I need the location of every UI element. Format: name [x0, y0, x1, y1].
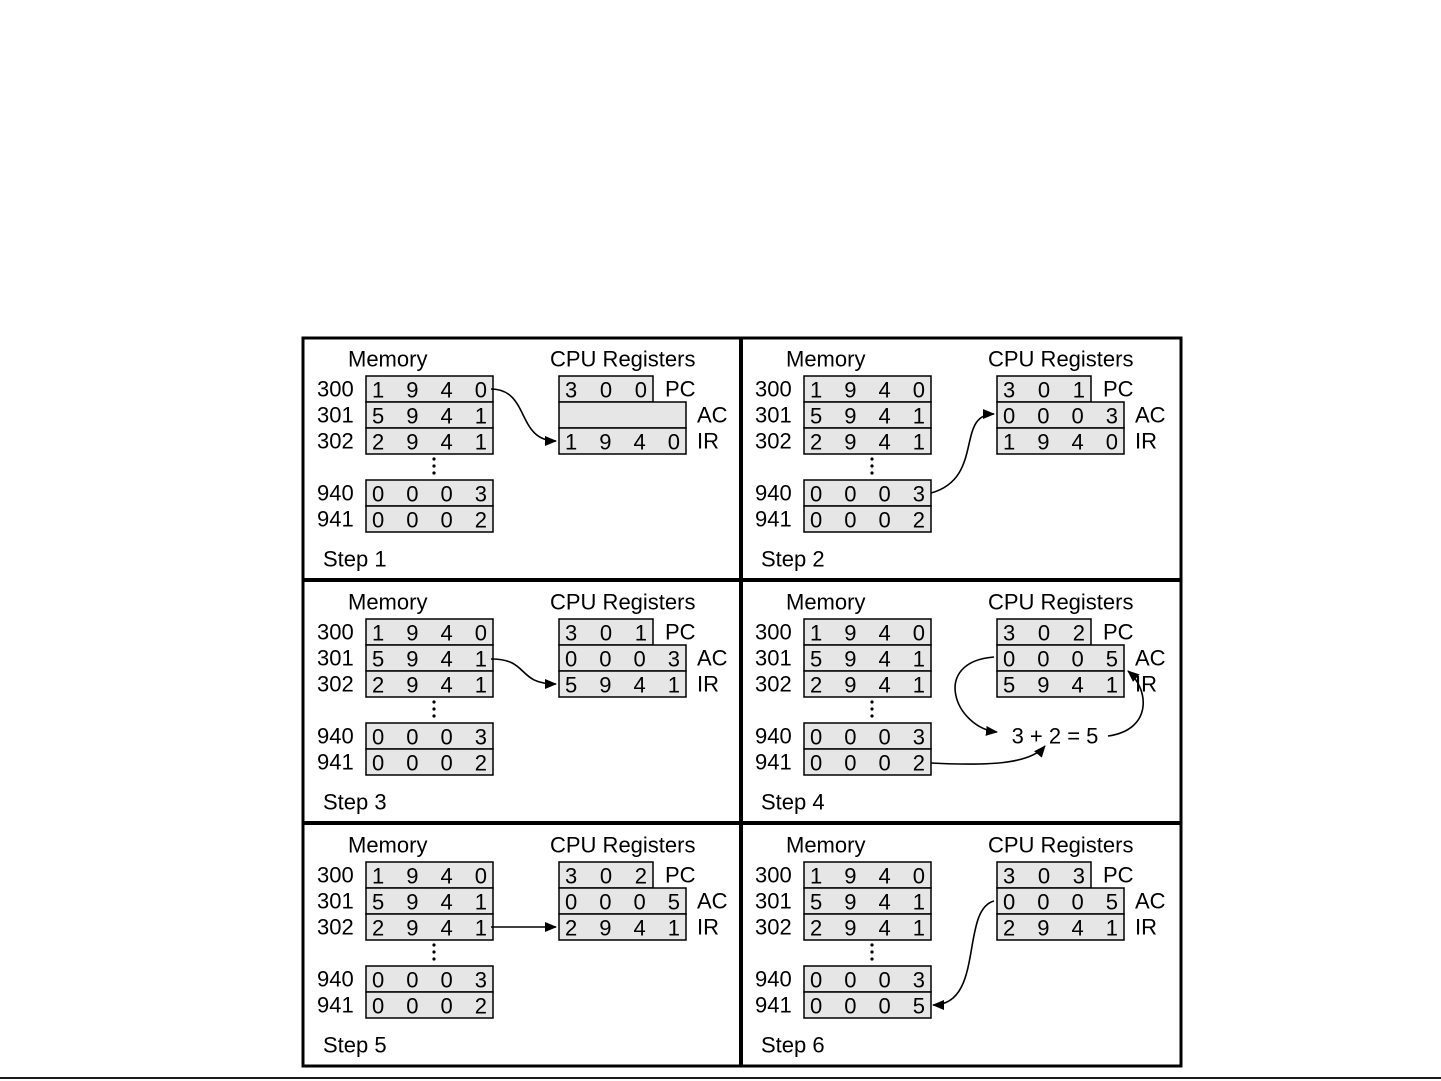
ellipsis-dots	[432, 457, 435, 474]
memory-value: 1 9 4 0	[810, 863, 925, 889]
memory-row-302	[317, 914, 493, 941]
ac-label: AC	[697, 402, 728, 428]
memory-row-302	[317, 428, 493, 455]
memory-row-301	[317, 645, 493, 672]
ac-value: 0 0 0 5	[1003, 889, 1118, 915]
step4-ac-to-alu-arrow	[955, 657, 997, 732]
cpu-registers-heading: CPU Registers	[988, 346, 1134, 372]
ellipsis-dot	[870, 707, 873, 710]
ir-register	[559, 428, 719, 455]
memory-value: 1 9 4 0	[372, 620, 487, 646]
memory-address: 301	[755, 888, 792, 914]
ellipsis-dot	[432, 457, 435, 460]
ellipsis-dot	[432, 700, 435, 703]
memory-value: 2 9 4 1	[810, 672, 925, 698]
memory-address: 301	[317, 888, 354, 914]
memory-row-941	[755, 749, 931, 776]
memory-value: 2 9 4 1	[810, 429, 925, 455]
pc-register	[997, 376, 1134, 403]
step-label: Step 1	[323, 546, 387, 572]
memory-address: 940	[755, 480, 792, 506]
memory-value: 0 0 0 2	[810, 507, 925, 533]
ac-register	[997, 888, 1166, 915]
ellipsis-dot	[870, 471, 873, 474]
pc-label: PC	[1103, 376, 1134, 402]
memory-heading: Memory	[786, 346, 866, 372]
memory-row-301	[755, 402, 931, 429]
memory-value: 1 9 4 0	[810, 377, 925, 403]
step-panel-6	[755, 833, 1166, 1058]
ellipsis-dots	[870, 457, 873, 474]
memory-row-940	[755, 723, 931, 750]
memory-row-941	[317, 992, 493, 1019]
cpu-registers-heading: CPU Registers	[550, 832, 696, 858]
ac-value: 0 0 0 5	[565, 889, 680, 915]
memory-address: 300	[317, 862, 354, 888]
cpu-registers-heading: CPU Registers	[550, 346, 696, 372]
pc-value: 3 0 0	[565, 377, 647, 403]
ir-register	[997, 428, 1157, 455]
memory-address: 302	[317, 428, 354, 454]
memory-value: 5 9 4 1	[372, 889, 487, 915]
cpu-registers-heading: CPU Registers	[550, 589, 696, 615]
ir-label: IR	[697, 914, 719, 940]
memory-row-300	[755, 862, 931, 889]
memory-address: 300	[755, 376, 792, 402]
memory-address: 941	[755, 992, 792, 1018]
memory-heading: Memory	[786, 589, 866, 615]
memory-address: 940	[317, 966, 354, 992]
ac-value: 0 0 0 5	[1003, 646, 1118, 672]
memory-row-301	[317, 888, 493, 915]
pc-register	[997, 862, 1134, 889]
ellipsis-dot	[432, 957, 435, 960]
ir-register	[559, 671, 719, 698]
ellipsis-dots	[432, 700, 435, 717]
memory-row-301	[755, 645, 931, 672]
pc-value: 3 0 2	[1003, 620, 1085, 646]
ir-label: IR	[1135, 428, 1157, 454]
ac-label: AC	[697, 888, 728, 914]
pc-label: PC	[665, 619, 696, 645]
memory-row-940	[755, 966, 931, 993]
memory-value: 0 0 0 3	[372, 967, 487, 993]
memory-address: 941	[317, 506, 354, 532]
memory-row-300	[755, 376, 931, 403]
ellipsis-dot	[432, 464, 435, 467]
pc-value: 3 0 3	[1003, 863, 1085, 889]
step-panel-5	[317, 833, 728, 1058]
memory-row-940	[317, 723, 493, 750]
cpu-registers-heading: CPU Registers	[988, 589, 1134, 615]
memory-value: 0 0 0 2	[372, 750, 487, 776]
ir-value: 5 9 4 1	[565, 672, 680, 698]
memory-row-302	[317, 671, 493, 698]
memory-address: 301	[317, 645, 354, 671]
step-panel-2	[755, 347, 1166, 572]
step-panel-1	[317, 347, 728, 572]
ir-label: IR	[697, 671, 719, 697]
pc-label: PC	[1103, 619, 1134, 645]
step-panel-4	[755, 590, 1166, 815]
memory-row-941	[755, 506, 931, 533]
memory-address: 302	[317, 914, 354, 940]
memory-value: 5 9 4 1	[372, 403, 487, 429]
memory-row-300	[317, 376, 493, 403]
memory-value: 5 9 4 1	[810, 403, 925, 429]
memory-value: 5 9 4 1	[372, 646, 487, 672]
ir-value: 2 9 4 1	[1003, 915, 1118, 941]
memory-row-940	[317, 480, 493, 507]
ac-label: AC	[1135, 402, 1166, 428]
memory-address: 301	[317, 402, 354, 428]
ellipsis-dot	[432, 950, 435, 953]
memory-value: 2 9 4 1	[372, 429, 487, 455]
memory-value: 5 9 4 1	[810, 646, 925, 672]
ac-label: AC	[1135, 888, 1166, 914]
memory-address: 302	[755, 671, 792, 697]
ac-value: 0 0 0 3	[1003, 403, 1118, 429]
pc-label: PC	[1103, 862, 1134, 888]
memory-address: 302	[755, 914, 792, 940]
memory-value: 2 9 4 1	[372, 672, 487, 698]
ellipsis-dot	[870, 943, 873, 946]
ir-label: IR	[1135, 671, 1157, 697]
ac-register	[559, 888, 728, 915]
cpu-registers-heading: CPU Registers	[988, 832, 1134, 858]
memory-address: 941	[755, 749, 792, 775]
memory-row-300	[755, 619, 931, 646]
pc-register	[559, 619, 696, 646]
memory-address: 941	[317, 749, 354, 775]
step3-fetch-arrow	[491, 659, 556, 684]
memory-value: 0 0 0 3	[372, 481, 487, 507]
memory-value: 0 0 0 2	[372, 993, 487, 1019]
memory-address: 301	[755, 402, 792, 428]
ac-register	[559, 645, 728, 672]
memory-value: 5 9 4 1	[810, 889, 925, 915]
memory-value: 2 9 4 1	[810, 915, 925, 941]
ellipsis-dots	[432, 943, 435, 960]
memory-value: 0 0 0 3	[810, 481, 925, 507]
memory-row-300	[317, 619, 493, 646]
ellipsis-dot	[432, 707, 435, 710]
pc-register	[997, 619, 1134, 646]
ir-value: 1 9 4 0	[565, 429, 680, 455]
memory-value: 0 0 0 3	[810, 967, 925, 993]
memory-value: 0 0 0 2	[372, 507, 487, 533]
ellipsis-dots	[870, 943, 873, 960]
pc-register	[559, 376, 696, 403]
ellipsis-dot	[870, 464, 873, 467]
memory-value: 0 0 0 3	[372, 724, 487, 750]
step1-fetch-arrow	[491, 389, 556, 441]
pc-value: 3 0 1	[565, 620, 647, 646]
memory-row-302	[755, 914, 931, 941]
pc-label: PC	[665, 376, 696, 402]
ellipsis-dot	[432, 471, 435, 474]
step4-mem-to-alu-arrow	[931, 746, 1045, 764]
memory-row-302	[755, 671, 931, 698]
ir-value: 1 9 4 0	[1003, 429, 1118, 455]
ac-label: AC	[1135, 645, 1166, 671]
bottom-divider	[0, 1077, 1441, 1079]
ir-value: 5 9 4 1	[1003, 672, 1118, 698]
ellipsis-dot	[870, 950, 873, 953]
ir-register	[997, 914, 1157, 941]
memory-row-941	[755, 992, 931, 1019]
memory-address: 940	[755, 966, 792, 992]
memory-row-941	[317, 749, 493, 776]
memory-value: 1 9 4 0	[372, 863, 487, 889]
memory-value: 1 9 4 0	[372, 377, 487, 403]
ir-label: IR	[1135, 914, 1157, 940]
ellipsis-dots	[870, 700, 873, 717]
ac-register	[997, 645, 1166, 672]
ac-label: AC	[697, 645, 728, 671]
ellipsis-dot	[870, 714, 873, 717]
pc-value: 3 0 2	[565, 863, 647, 889]
memory-address: 300	[755, 862, 792, 888]
step-label: Step 5	[323, 1032, 387, 1058]
pc-value: 3 0 1	[1003, 377, 1085, 403]
step-label: Step 3	[323, 789, 387, 815]
memory-row-941	[317, 506, 493, 533]
memory-heading: Memory	[348, 346, 428, 372]
ellipsis-dot	[432, 714, 435, 717]
ac-register	[559, 402, 728, 428]
memory-value: 0 0 0 5	[810, 993, 925, 1019]
memory-address: 940	[755, 723, 792, 749]
memory-address: 941	[755, 506, 792, 532]
step2-load-arrow	[931, 414, 994, 493]
memory-address: 300	[317, 619, 354, 645]
memory-address: 300	[755, 619, 792, 645]
ellipsis-dot	[870, 457, 873, 460]
step-label: Step 6	[761, 1032, 825, 1058]
memory-heading: Memory	[348, 832, 428, 858]
step-panel-3	[317, 590, 728, 815]
ir-register	[559, 914, 719, 941]
memory-row-301	[317, 402, 493, 429]
ellipsis-dot	[870, 957, 873, 960]
memory-row-940	[317, 966, 493, 993]
memory-value: 2 9 4 1	[372, 915, 487, 941]
memory-address: 300	[317, 376, 354, 402]
memory-address: 940	[317, 723, 354, 749]
pc-label: PC	[665, 862, 696, 888]
memory-value: 1 9 4 0	[810, 620, 925, 646]
ellipsis-dot	[870, 700, 873, 703]
step6-store-arrow	[933, 901, 994, 1005]
ir-value: 2 9 4 1	[565, 915, 680, 941]
memory-row-300	[317, 862, 493, 889]
memory-address: 940	[317, 480, 354, 506]
memory-row-301	[755, 888, 931, 915]
memory-heading: Memory	[786, 832, 866, 858]
memory-value: 0 0 0 3	[810, 724, 925, 750]
ac-cell	[559, 402, 686, 428]
memory-address: 302	[755, 428, 792, 454]
ac-value: 0 0 0 3	[565, 646, 680, 672]
memory-address: 302	[317, 671, 354, 697]
memory-row-940	[755, 480, 931, 507]
step-label: Step 2	[761, 546, 825, 572]
ellipsis-dot	[432, 943, 435, 946]
memory-row-302	[755, 428, 931, 455]
ir-label: IR	[697, 428, 719, 454]
ac-register	[997, 402, 1166, 429]
alu-equation: 3 + 2 = 5	[1011, 723, 1099, 749]
memory-address: 301	[755, 645, 792, 671]
memory-value: 0 0 0 2	[810, 750, 925, 776]
step-label: Step 4	[761, 789, 825, 815]
memory-heading: Memory	[348, 589, 428, 615]
pc-register	[559, 862, 696, 889]
memory-address: 941	[317, 992, 354, 1018]
